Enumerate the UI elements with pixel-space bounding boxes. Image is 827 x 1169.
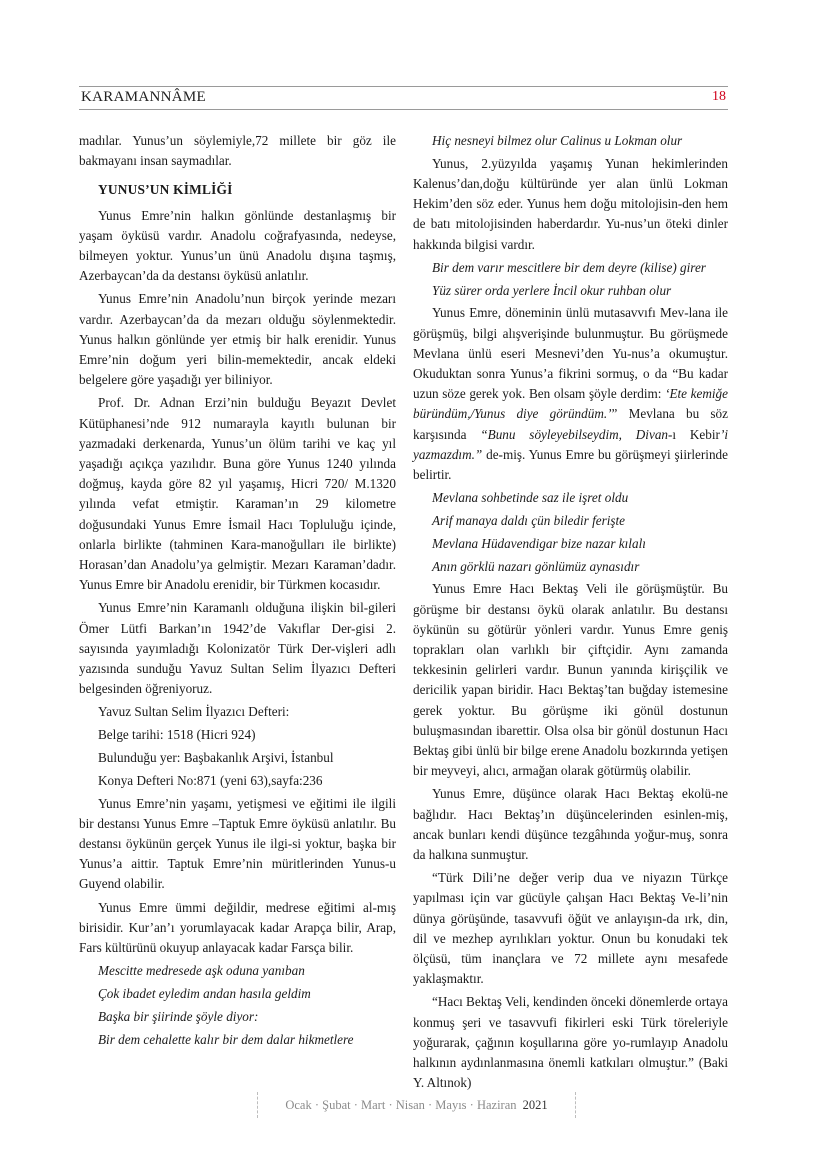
section-heading: YUNUS’UN KİMLİĞİ (98, 182, 233, 198)
right-column (413, 131, 728, 1097)
paragraph: “Hacı Bektaş Veli, kendinden önceki dönemlerde ortaya konmuş şeri ve tasavvufi fikirleri eski Türk töreleriyle yoğurarak, çağının koşullarına göre yo-rumlayıp Anadolu halkının aydınlanmasına önemli katkıları olmuştur.” (Baki Y. Altınok) (413, 994, 729, 1091)
verse-line: Bir dem cehalette kalır bir dem dalar hikmetlere (98, 1031, 354, 1047)
quote-run: ’i yazmazdım.” (413, 426, 728, 462)
verse-line: Bir dem varır mescitlere bir dem deyre (kilise) girer (432, 259, 706, 275)
paragraph: Yunus Emre’nin halkın gönlünde destanlaşmış bir yaşam öyküsü vardır. Anadolu coğrafyasında, nedeyse, bilmeyen yoktur. Yunus’un ünü Anadolu dışına taşmış, Azerbaycan’da da destansı öyküsü anlatılır. (79, 207, 396, 284)
document-line: Yavuz Sultan Selim İlyazıcı Defteri: (98, 704, 290, 720)
verse-line: Mevlana Hüdavendigar bize nazar kılalı (432, 535, 646, 551)
verse-line: Çok ibadet eyledim andan hasıla geldim (98, 986, 311, 1002)
document-line: Belge tarihi: 1518 (Hicri 924) (98, 727, 256, 743)
paragraph: Yunus Emre’nin yaşamı, yetişmesi ve eğitimi ile ilgili bir destansı Yunus Emre –Taptuk Emre öyküsü anlatılır. Bu destansı öykünün gerçek Yunus ile ilgi-si yoktur, başka bir Yunus’a aittir. Taptuk Emre’nin müritlerinden Yunus-u Guyend olabilir. (79, 795, 396, 892)
paragraph: Yunus Emre, düşünce olarak Hacı Bektaş ekolü-ne bağlıdır. Hacı Bektaş’ın düşüncelerinden esinlen-miş, ancak bunları kendi düşünce tezgâhında yoğur-muş, sonra da halkına sunmuştur. (413, 786, 728, 863)
paragraph: “Türk Dili’ne değer verip dua ve niyazın Türkçe yapılması için var gücüyle çalışan Hacı Bektaş Ve-li’nin dünya görüşünde, tasavvufi öğüt ve anlayışın-da ırk, din, dil ve mezhep ayrılıkları yoktur. Onun bu konudaki tek ölçüsü, tüm inançlara ve 72 millete aynı mesafede yaklaşmaktır. (413, 870, 728, 987)
page-number: 18 (712, 89, 726, 104)
text-run: de-miş. Yunus Emre bu görüşmeyi şiirlerinde belirtir. (413, 446, 728, 483)
document-line: Konya Defteri No:871 (yeni 63),sayfa:236 (98, 772, 323, 788)
left-column (79, 131, 396, 1052)
text-run: Yunus Emre, döneminin ünlü mutasavvıfı Mev-lana ile görüşmüş, bilgi alışverişinde bulunmuştur. Bu görüşmede Mevlana ünlü eseri Mesnevi’den Yu-nus’a okumuştur. Okuduktan sonra Yunus’a fikrini sormuş, o da “Bu kadar uzun söze gerek yok. Ben olsam şöyle derdim: (413, 305, 728, 402)
paragraph: Prof. Dr. Adnan Erzi’nin bulduğu Beyazıt Devlet Kütüphanesi’nde 912 numarayla kayıtlı bulunan bir yazmadaki derkenarda, Yunus’un ölüm tarihi ve kaç yıl yaşadığı açıkça yazılıdır. Buna göre Yunus 1240 yılında doğmuş, kayda göre 82 yıl yaşamış, Hicri 720/ M.1320 yılında vefat etmiştir. Karaman’ın 29 kilometre doğusundaki Yunus Emre İsmail Hacı Topluluğu içinde, onlarla birlikte (tahminen Kara-manoğulları ile birlikte) Horasan’dan Anadolu’ya gelmiştir. Mezarı Karaman’dadır. Yunus Emre bir Anadolu erenidir, bir Türkmen kocasıdır. (79, 395, 396, 593)
paragraph: madılar. Yunus’un söylemiyle,72 millete bir göz ile bakmayanı insan saymadılar. (79, 133, 396, 169)
issue-year: 2021 (522, 1098, 548, 1112)
paragraph: Yunus, 2.yüzyılda yaşamış Yunan hekimlerinden Kalenus’dan,doğu kültüründe yer alan ünlü Lokman Hekim’den söz eder. Yunus hem doğu mitolojisin-den hem de batı mitolojisinden haberdardır. Yu-nus’un öteki dinler hakkında bilgisi vardır. (413, 155, 728, 252)
verse-line: Anın görklü nazarı gönlümüz aynasıdır (432, 558, 640, 574)
paragraph: Yunus Emre’nin Karamanlı olduğuna ilişkin bil-gileri Ömer Lütfi Barkan’ın 1942’de Vakıflar Der-gisi 2. sayısında yayımladığı Kolonizatör Türk Der-vişleri adlı yazısında sunduğu Yavuz Sultan Selim İlyazıcı Defteri belgesinden öğreniyoruz. (79, 600, 396, 697)
text-run: ” Mevlana bu söz karşısında (413, 406, 728, 442)
verse-line: Mevlana sohbetinde saz ile işret oldu (432, 490, 629, 506)
verse-line: Başka bir şiirinde şöyle diyor: (98, 1008, 259, 1024)
verse-line: Arif manaya daldı çün biledir ferişte (432, 513, 626, 529)
journal-title: KARAMANNÂME (81, 89, 206, 105)
paragraph: Yunus Emre Hacı Bektaş Veli ile görüşmüştür. Bu görüşme bir destansı öykü olarak anlatılır. Bu destansı öykünün su götürür yönleri vardır. Yunus Emre geniş toprakları olan varlıklı bir çiftçidir. Aynı zamanda tekkesinin gelirleri vardır. Bunun yanında kirişçilik ve dericilik yapan biridir. Hacı Bektaş’tan buğday istemesine gerek yoktur. Bu görüşme iki gönül dostunun buluşmasından ibarettir. Olsa olsa bir gönül dostunun Hacı Bektaş gibi ünlü bir bilge erene Anadolu bozkırında yetişen bir meyveyi, alıcı, armağan olarak götürmüş olabilir. (413, 581, 728, 779)
verse-line: Hiç nesneyi bilmez olur Calinus u Lokman olur (432, 133, 683, 148)
verse-line: Yüz sürer orda yerlere İncil okur ruhban olur (432, 282, 672, 298)
verse-line: Mescitte medresede aşk oduna yanıban (98, 963, 305, 979)
quote-run: ‘Ete kemiğe büründüm,/Yunus diye göründüm.’ (413, 386, 728, 422)
running-header (79, 86, 728, 110)
paragraph: Yunus Emre ümmi değildir, medrese eğitimi al-mış birisidir. Kur’an’ı yorumlayacak kadar Arapça bilir, Arap, Fars kültürünü okuyup anlayacak kadar Farsça bilir. (79, 899, 396, 956)
document-line: Bulunduğu yer: Başbakanlık Arşivi, İstanbul (98, 750, 334, 766)
text-run: -ı Kebir (668, 426, 720, 442)
quote-run: “Bunu söyleyebilseydim, Divan (480, 426, 669, 442)
paragraph-mevlana (413, 303, 728, 485)
paragraph: Yunus Emre’nin Anadolu’nun birçok yerinde mezarı vardır. Azerbaycan’da da mezarı olduğu söylenmektedir. Yunus halkın gönlünde yer etmiş bir halk erenidir. Yunus Emre’nin doğum yeri bilin-memektedir, ancak eldeki belgelere göre yaşadığı yer biliniyor. (79, 291, 396, 388)
issue-footer (257, 1092, 576, 1118)
issue-months: Ocak · Şubat · Mart · Nisan · Mayıs · Haziran (285, 1098, 517, 1112)
